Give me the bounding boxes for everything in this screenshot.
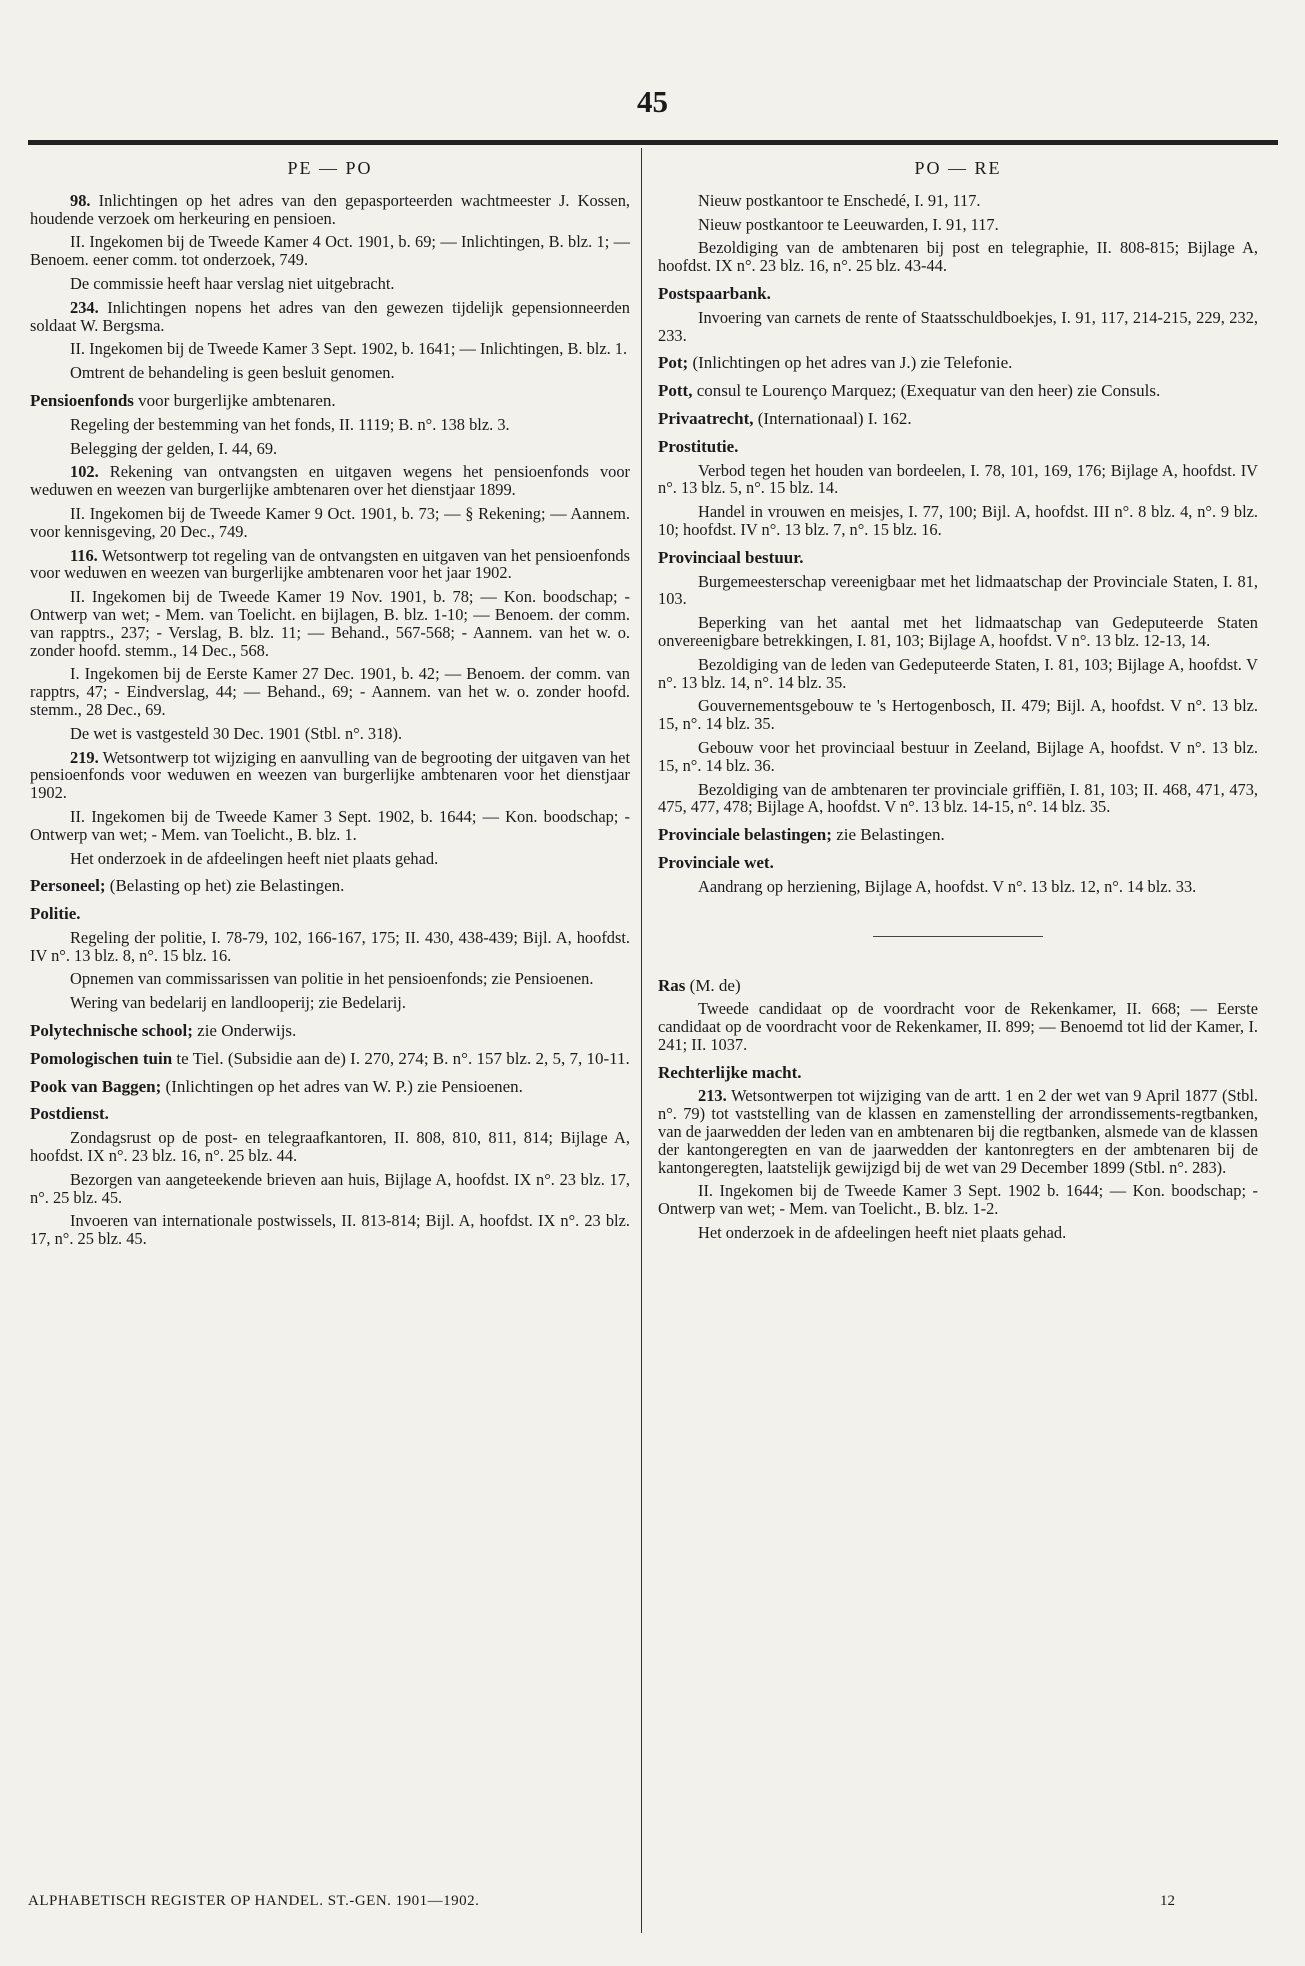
left-column [30, 160, 630, 1254]
entry-text: Bezorgen van aangeteekende brieven aan huis, Bijlage A, hoofdst. IX n°. 23 blz. 17, n°. 25 blz. 45. [30, 1169, 630, 1207]
entry-text: II. Ingekomen bij de Tweede Kamer 3 Sept. 1902, b. 1644; — Kon. boodschap; - Ontwerp van wet; - Mem. van Toelicht., B. blz. 1. [30, 806, 630, 844]
entry-text: Wering van bedelarij en landlooperij; zie Bedelarij. [70, 993, 406, 1013]
footer-sheet-number: 12 [1160, 1893, 1175, 1909]
entry-text: Tweede candidaat op de voordracht voor de Rekenkamer, II. 668; — Eerste candidaat op de voordracht voor de Rekenkamer, II. 899; — Benoemd tot lid der Kamer, I. 241; II. 1037. [658, 999, 1258, 1054]
entry-text: Burgemeesterschap vereenigbaar met het lidmaatschap der Provinciale Staten, I. 81, 103. [658, 571, 1258, 609]
entry-text: Het onderzoek in de afdeelingen heeft niet plaats gehad. [698, 1223, 1067, 1243]
index-entry [30, 299, 630, 335]
entry-text: Opnemen van commissarissen van politie in het pensioenfonds; zie Pensioenen. [70, 969, 594, 989]
entry-text: Regeling der politie, I. 78-79, 102, 166-167, 175; II. 430, 438-439; Bijl. A, hoofdst. IV n°. 13 blz. 8, n°. 15 blz. 16. [30, 927, 630, 965]
entry-text: Nieuw postkantoor te Leeuwarden, I. 91, 117. [698, 214, 999, 234]
entry-text: Gebouw voor het provinciaal bestuur in Zeeland, Bijlage A, hoofdst. V n°. 13 blz. 15, n°. 14 blz. 36. [658, 737, 1258, 775]
heading-text: (Inlichtingen op het adres van W. P.) zie Pensioenen. [161, 1076, 523, 1096]
heading-term: Rechterlijke macht. [658, 1062, 802, 1082]
entry-text: II. Ingekomen bij de Tweede Kamer 3 Sept. 1902 b. 1644; — Kon. boodschap; - Ontwerp van wet; - Mem. van Toelicht., B. blz. 1-2. [658, 1181, 1258, 1219]
heading-term: Provinciale belastingen; [658, 825, 832, 845]
entry-text: Wetsontwerpen tot wijziging van de artt. 1 en 2 der wet van 9 April 1877 (Stbl. n°. 79) tot vaststelling van de klassen en zamenstelling der arrondissements-regtbanken, van de jaarwedden der leden van en ambtenaren bij die regtbanken, alsmede van de klassen der kantongeregten en van de jaarwedden der kantonregters en der ambtenaren bij de kantongeregten, laatstelijk gewijzigd bij de wet van 29 December 1899 (Stbl. n°. 283). [658, 1086, 1258, 1177]
entry-text: Het onderzoek in de afdeelingen heeft niet plaats gehad. [70, 848, 439, 868]
entry-text: Beperking van het aantal met het lidmaatschap van Gedeputeerde Staten onvereenigbare betrekkingen, I. 81, 103; Bijlage A, hoofdst. V n°. 13 blz. 12-13, 14. [658, 613, 1258, 650]
index-entry [30, 463, 630, 499]
index-entry [658, 697, 1258, 733]
index-entry [658, 192, 1258, 210]
index-heading [658, 410, 1258, 428]
entry-number: 219. [70, 747, 99, 767]
index-heading [30, 1022, 630, 1040]
index-heading [658, 285, 1258, 303]
heading-term: Politie. [30, 904, 81, 924]
index-entry [658, 614, 1258, 650]
right-column [658, 160, 1258, 1248]
heading-text: (Belasting op het) zie Belastingen. [105, 876, 345, 896]
footer-title: ALPHABETISCH REGISTER OP HANDEL. ST.-GEN. 1901—1902. [28, 1893, 480, 1909]
entry-text: Zondagsrust op de post- en telegraafkantoren, II. 808, 810, 811, 814; Bijlage A, hoofdst. IX n°. 23 blz. 16, n°. 25 blz. 44. [30, 1128, 630, 1166]
heading-text: voor burgerlijke ambtenaren. [133, 390, 336, 410]
heading-term: Pot; [658, 353, 689, 373]
index-entry [658, 1224, 1258, 1242]
index-entry [658, 739, 1258, 775]
heading-text: zie Onderwijs. [192, 1021, 297, 1041]
entry-text: Invoeren van internationale postwissels, II. 813-814; Bijl. A, hoofdst. IX n°. 23 blz. 17, n°. 25 blz. 45. [30, 1211, 630, 1249]
index-entry [658, 878, 1258, 896]
entry-text: Handel in vrouwen en meisjes, I. 77, 100; Bijl. A, hoofdst. III n°. 8 blz. 4, n°. 9 blz. 10; hoofdst. IV n°. 13 blz. 7, n°. 15 blz. 16. [658, 502, 1258, 539]
index-entry [30, 725, 630, 743]
entry-number: 234. [70, 297, 99, 317]
entry-text: De commissie heeft haar verslag niet uitgebracht. [70, 273, 395, 293]
heading-text: (M. de) [685, 975, 741, 995]
entry-text: Bezoldiging van de ambtenaren bij post en telegraphie, II. 808-815; Bijlage A, hoofdst. IX n°. 23 blz. 16, n°. 25 blz. 43-44. [658, 238, 1258, 276]
index-entry [30, 1171, 630, 1207]
index-heading [30, 392, 630, 410]
entry-text: Nieuw postkantoor te Enschedé, I. 91, 117. [698, 190, 981, 210]
index-entry [658, 656, 1258, 692]
index-heading [658, 549, 1258, 567]
index-heading [658, 977, 1258, 995]
index-entry [30, 192, 630, 228]
heading-text: te Tiel. (Subsidie aan de) I. 270, 274; B. n°. 157 blz. 2, 5, 7, 10-11. [172, 1048, 630, 1068]
index-entry [30, 994, 630, 1012]
entry-text: Inlichtingen op het adres van den gepasporteerden wachtmeester J. Kossen, houdende verzoek om herkeuring en pensioen. [30, 190, 630, 228]
entry-number: 102. [70, 462, 99, 482]
index-entry [30, 440, 630, 458]
entry-text: II. Ingekomen bij de Tweede Kamer 4 Oct. 1901, b. 69; — Inlichtingen, B. blz. 1; — Benoem. eener comm. tot onderzoek, 749. [30, 232, 630, 270]
index-entry [658, 239, 1258, 275]
index-entry [30, 547, 630, 583]
heading-term: Polytechnische school; [30, 1021, 193, 1041]
entry-text: Wetsontwerp tot wijziging en aanvulling van de begrooting der uitgaven van het pensioenfonds voor weduwen en weezen van burgerlijke ambtenaren voor het dienstjaar 1902. [30, 747, 630, 803]
section-divider [873, 936, 1043, 937]
entry-text: Regeling der bestemming van het fonds, II. 1119; B. n°. 138 blz. 3. [70, 414, 510, 434]
index-entry [658, 1000, 1258, 1053]
index-heading [30, 1050, 630, 1068]
index-entry [30, 808, 630, 844]
index-entry [30, 275, 630, 293]
entry-text: De wet is vastgesteld 30 Dec. 1901 (Stbl. n°. 318). [70, 723, 403, 743]
index-entry [658, 1087, 1258, 1176]
index-entry [30, 749, 630, 802]
index-entry [30, 364, 630, 382]
entry-text: Aandrang op herziening, Bijlage A, hoofdst. V n°. 13 blz. 12, n°. 14 blz. 33. [698, 876, 1197, 896]
heading-text: zie Belastingen. [831, 825, 945, 845]
index-entry [30, 929, 630, 965]
heading-text: (Internationaal) I. 162. [753, 408, 912, 428]
index-entry [658, 1182, 1258, 1218]
index-entry [658, 462, 1258, 498]
heading-text: (Inlichtingen op het adres van J.) zie Telefonie. [688, 353, 1013, 373]
entry-number: 98. [70, 190, 91, 210]
entry-number: 213. [698, 1086, 727, 1106]
entry-text: Bezoldiging van de ambtenaren ter provinciale griffiën, I. 81, 103; II. 468, 471, 473, 475, 477, 478; Bijlage A, hoofdst. V n°. 13 blz. 14-15, n°. 14 blz. 35. [658, 779, 1258, 817]
index-entry [658, 781, 1258, 817]
index-entry [30, 233, 630, 269]
heading-term: Pott, [658, 381, 693, 401]
entry-text: Wetsontwerp tot regeling van de ontvangsten en uitgaven van het pensioenfonds voor weduwen en weezen van burgerlijke ambtenaren voor het jaar 1902. [30, 545, 630, 583]
entry-text: Verbod tegen het houden van bordeelen, I. 78, 101, 169, 176; Bijlage A, hoofdst. IV n°. 13 blz. 5, n°. 15 blz. 14. [658, 460, 1258, 498]
entry-text: I. Ingekomen bij de Eerste Kamer 27 Dec. 1901, b. 42; — Benoem. der comm. van rapptrs, 47; - Eindverslag, 44; — Behand., 69; - Aannem. van het w. o. zonder hoofd. stemm., 28 Dec., 69. [30, 664, 630, 719]
index-entry [30, 1212, 630, 1248]
entry-text: Belegging der gelden, I. 44, 69. [70, 438, 278, 458]
index-heading [658, 1064, 1258, 1082]
entry-text: II. Ingekomen bij de Tweede Kamer 9 Oct. 1901, b. 73; — § Rekening; — Aannem. voor kennisgeving, 20 Dec., 749. [30, 503, 630, 541]
heading-text: consul te Lourenço Marquez; (Exequatur van den heer) zie Consuls. [692, 381, 1161, 401]
entry-text: Gouvernementsgebouw te 's Hertogenbosch, II. 479; Bijl. A, hoofdst. V n°. 13 blz. 15, n°. 14 blz. 35. [658, 696, 1258, 734]
index-entry [30, 588, 630, 659]
index-entry [30, 416, 630, 434]
index-entry [30, 1129, 630, 1165]
heading-term: Provinciale wet. [658, 852, 774, 872]
index-entry [30, 340, 630, 358]
index-entry [658, 503, 1258, 539]
heading-term: Postdienst. [30, 1104, 109, 1124]
index-entry [30, 665, 630, 718]
index-heading [30, 877, 630, 895]
entry-text: Omtrent de behandeling is geen besluit genomen. [70, 363, 395, 383]
index-heading [658, 354, 1258, 372]
index-entry [30, 850, 630, 868]
top-rule [28, 140, 1278, 145]
index-entry [658, 216, 1258, 234]
heading-term: Postspaarbank. [658, 283, 771, 303]
entry-text: II. Ingekomen bij de Tweede Kamer 19 Nov. 1901, b. 78; — Kon. boodschap; - Ontwerp van wet; - Mem. van Toelicht. en bijlagen, B. blz. 1-10; — Benoem. der comm. van rapptrs., 237; - Verslag, B. blz. 11; — Behand., 567-568; - Aannem. van het w. o. zonder hoofd. stemm., 14 Dec., 568. [30, 587, 630, 660]
left-column-header: PE — PO [287, 158, 373, 178]
index-heading [658, 438, 1258, 456]
entry-text: Inlichtingen nopens het adres van den gewezen tijdelijk gepensionneerden soldaat W. Bergsma. [30, 297, 630, 335]
index-heading [30, 905, 630, 923]
column-divider [641, 148, 642, 1933]
entry-text: II. Ingekomen bij de Tweede Kamer 3 Sept. 1902, b. 1641; — Inlichtingen, B. blz. 1. [70, 339, 628, 359]
index-entry [658, 573, 1258, 609]
heading-term: Personeel; [30, 876, 106, 896]
index-heading [658, 382, 1258, 400]
entry-text: Bezoldiging van de leden van Gedeputeerde Staten, I. 81, 103; Bijlage A, hoofdst. V n°. 13 blz. 14, n°. 14 blz. 35. [658, 654, 1258, 692]
index-heading [30, 1105, 630, 1123]
heading-term: Provinciaal bestuur. [658, 547, 804, 567]
index-heading [30, 1078, 630, 1096]
index-entry [658, 309, 1258, 345]
heading-term: Pensioenfonds [30, 390, 134, 410]
page-number: 45 [637, 84, 668, 119]
entry-text: Rekening van ontvangsten en uitgaven wegens het pensioenfonds voor weduwen en weezen van burgerlijke ambtenaren over het dienstjaar 1899. [30, 462, 630, 500]
index-heading [658, 854, 1258, 872]
index-entry [30, 970, 630, 988]
heading-term: Ras [658, 975, 686, 995]
entry-text: Invoering van carnets de rente of Staatsschuldboekjes, I. 91, 117, 214-215, 229, 232, 233. [658, 307, 1258, 345]
heading-term: Pook van Baggen; [30, 1076, 162, 1096]
heading-term: Pomologischen tuin [30, 1048, 173, 1068]
right-column-header: PO — RE [914, 158, 1002, 178]
entry-number: 116. [70, 545, 98, 565]
index-heading [658, 826, 1258, 844]
heading-term: Prostitutie. [658, 436, 739, 456]
heading-term: Privaatrecht, [658, 408, 754, 428]
index-entry [30, 505, 630, 541]
